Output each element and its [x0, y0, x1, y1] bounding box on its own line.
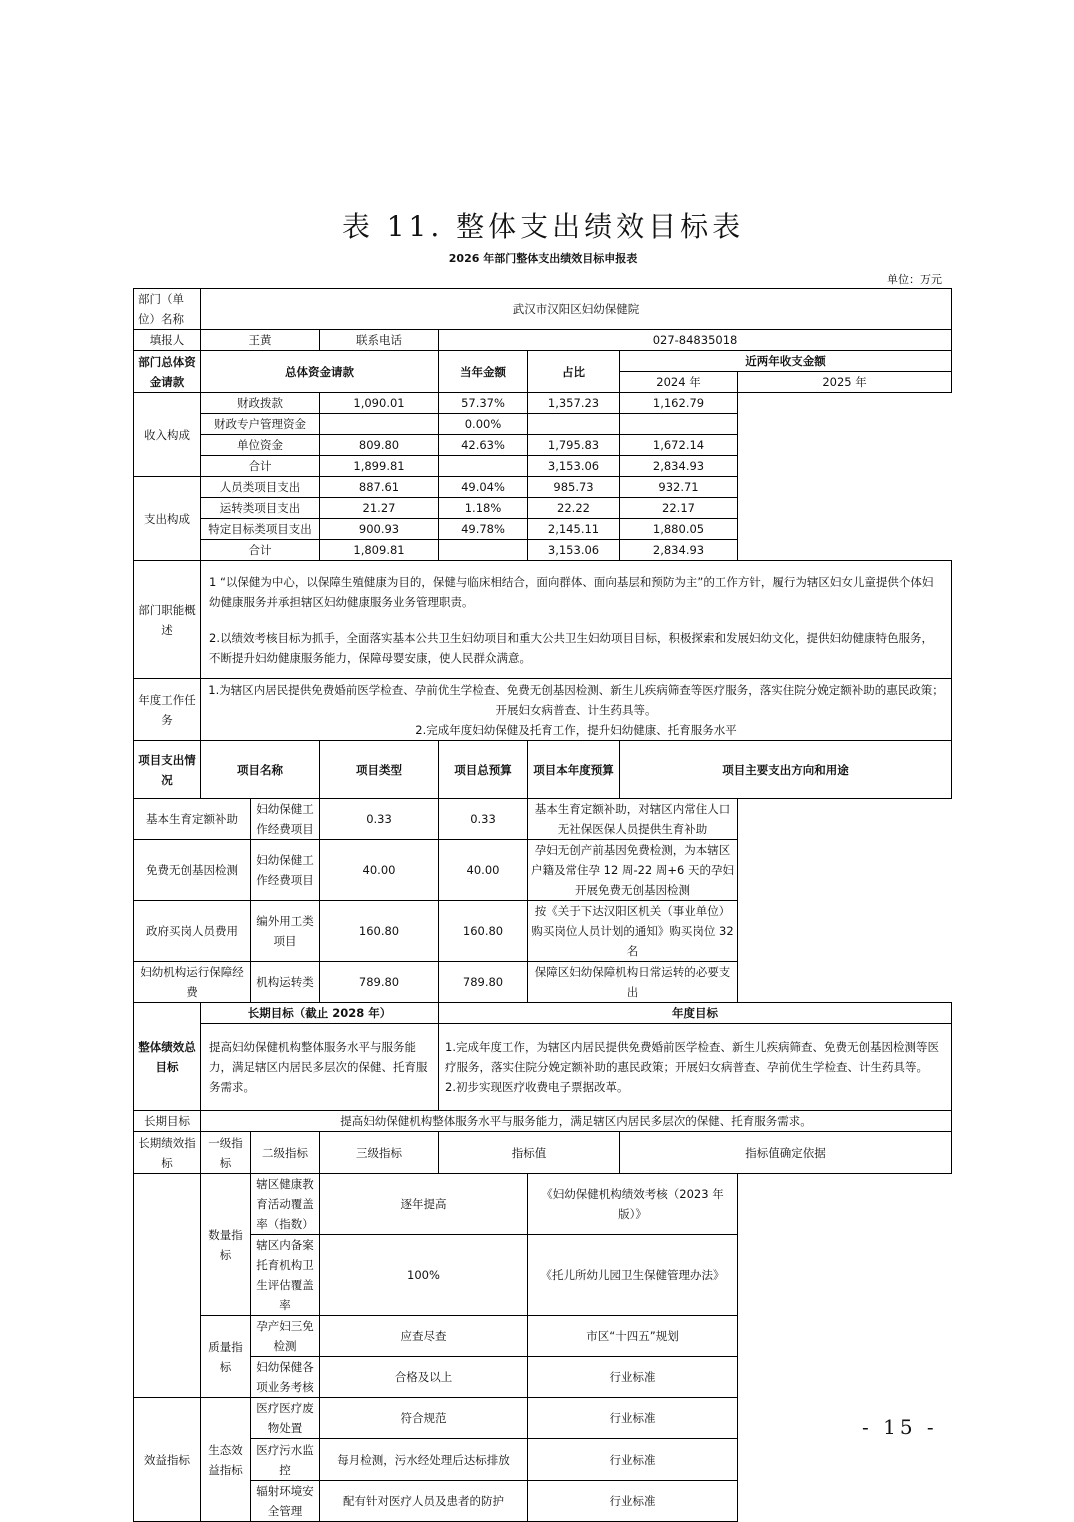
project-type: 机构运转类 [251, 962, 320, 1003]
project-annual-budget: 789.80 [439, 962, 528, 1003]
dept-label: 部门（单位）名称 [134, 289, 201, 330]
long-goal-value: 提高妇幼保健机构整体服务水平与服务能力，满足辖区内居民多层次的保健、托育服务需求。 [201, 1111, 952, 1132]
fund-value: 49.78% [439, 519, 528, 540]
overall-header-long: 长期目标（截止 2028 年） [201, 1003, 439, 1024]
table-row [134, 498, 952, 519]
fund-value: 21.27 [320, 498, 439, 519]
fund-item-label: 特定目标类项目支出 [201, 519, 320, 540]
fund-value [439, 540, 528, 561]
fund-value: 2,834.93 [620, 540, 738, 561]
duty-content [201, 561, 952, 679]
indicator-header: 指标值确定依据 [620, 1132, 952, 1174]
fund-value: 49.04% [439, 477, 528, 498]
table-row [134, 1398, 952, 1439]
income-group-label: 收入构成 [134, 393, 201, 477]
project-name: 基本生育定额补助 [134, 799, 251, 840]
overall-label: 整体绩效总目标 [134, 1003, 201, 1111]
funds-header-amount: 当年金额 [439, 351, 528, 393]
project-header: 项目名称 [201, 741, 320, 799]
project-name: 政府买岗人员费用 [134, 901, 251, 962]
fund-value [620, 414, 738, 435]
overall-long: 提高妇幼保健机构整体服务水平与服务能力，满足辖区内居民多层次的保健、托育服务需求。 [201, 1024, 439, 1111]
project-header: 项目类型 [320, 741, 439, 799]
level3-indicator: 辖区内备案托育机构卫生评估覆盖率 [251, 1235, 320, 1316]
indicator-basis: 《托儿所幼儿园卫生保健管理办法》 [528, 1235, 738, 1316]
fund-value: 22.22 [528, 498, 620, 519]
indicator-value: 每月检测，污水经处理后达标排放 [320, 1439, 528, 1481]
level3-indicator: 辖区健康教育活动覆盖率（指数） [251, 1174, 320, 1235]
fund-value [528, 414, 620, 435]
fund-value: 1,090.01 [320, 393, 439, 414]
funds-section-label: 部门总体资金请款 [134, 351, 201, 393]
phone-label: 联系电话 [320, 330, 439, 351]
table-row [134, 901, 952, 962]
fund-value: 1,672.14 [620, 435, 738, 456]
performance-table [133, 288, 952, 1522]
project-usage: 按《关于下达汉阳区机关（事业单位）购买岗位人员计划的通知》购买岗位 32 名 [528, 901, 738, 962]
annual-task-content [201, 679, 952, 741]
overall-header-annual: 年度目标 [439, 1003, 952, 1024]
fund-item-label: 财政拨款 [201, 393, 320, 414]
overall-annual-paragraph: 2.初步实现医疗收费电子票据改革。 [445, 1080, 629, 1094]
table-row [134, 435, 952, 456]
fund-item-label: 单位资金 [201, 435, 320, 456]
funds-header-2025: 2025 年 [738, 372, 952, 393]
level2-indicator: 质量指标 [201, 1316, 251, 1398]
filler-label: 填报人 [134, 330, 201, 351]
project-annual-budget: 40.00 [439, 840, 528, 901]
page-title: 表 11. 整体支出绩效目标表 [341, 210, 745, 243]
fund-value: 900.93 [320, 519, 439, 540]
fund-value: 1,880.05 [620, 519, 738, 540]
fund-item-label: 合计 [201, 540, 320, 561]
project-usage: 孕妇无创产前基因免费检测，为本辖区户籍及常住孕 12 周-22 周+6 天的孕妇开展免费无创基因检测 [528, 840, 738, 901]
indicator-value: 逐年提高 [320, 1174, 528, 1235]
level3-indicator: 医疗污水监控 [251, 1439, 320, 1481]
indicators-label: 长期绩效指标 [134, 1132, 201, 1174]
indicator-header: 指标值 [439, 1132, 620, 1174]
unit-label: 单位：万元 [887, 273, 942, 286]
fund-value: 2,834.93 [620, 456, 738, 477]
project-name: 免费无创基因检测 [134, 840, 251, 901]
fund-value: 887.61 [320, 477, 439, 498]
indicator-basis: 市区“十四五”规划 [528, 1316, 738, 1357]
table-row [134, 1357, 952, 1398]
table-row [134, 799, 952, 840]
indicator-value: 符合规范 [320, 1398, 528, 1439]
project-name: 妇幼机构运行保障经费 [134, 962, 251, 1003]
indicator-basis: 行业标准 [528, 1439, 738, 1481]
fund-value: 1,162.79 [620, 393, 738, 414]
table-row [134, 519, 952, 540]
table-row [134, 1316, 952, 1357]
project-annual-budget: 160.80 [439, 901, 528, 962]
funds-header-item: 总体资金请款 [201, 351, 439, 393]
indicator-basis: 行业标准 [528, 1357, 738, 1398]
table-subtitle: 2026 年部门整体支出绩效目标申报表 [448, 252, 638, 265]
level3-indicator: 辐射环境安全管理 [251, 1481, 320, 1522]
table-row [134, 1235, 952, 1316]
fund-value: 2,145.11 [528, 519, 620, 540]
indicator-basis: 《妇幼保健机构绩效考核（2023 年版）》 [528, 1174, 738, 1235]
fund-value: 1,809.81 [320, 540, 439, 561]
indicator-basis: 行业标准 [528, 1481, 738, 1522]
table-row [134, 393, 952, 414]
table-row [134, 1481, 952, 1522]
table-row [134, 456, 952, 477]
fund-value: 42.63% [439, 435, 528, 456]
table-row [134, 477, 952, 498]
indicator-basis: 行业标准 [528, 1398, 738, 1439]
phone-value: 027-84835018 [439, 330, 952, 351]
project-total-budget: 40.00 [320, 840, 439, 901]
project-header: 项目总预算 [439, 741, 528, 799]
duty-label: 部门职能概述 [134, 561, 201, 679]
fund-value: 3,153.06 [528, 456, 620, 477]
expense-group-label: 支出构成 [134, 477, 201, 561]
indicator-header: 二级指标 [251, 1132, 320, 1174]
project-total-budget: 789.80 [320, 962, 439, 1003]
project-total-budget: 0.33 [320, 799, 439, 840]
fund-value: 809.80 [320, 435, 439, 456]
level3-indicator: 医疗医疗废物处置 [251, 1398, 320, 1439]
project-annual-budget: 0.33 [439, 799, 528, 840]
filler-name: 王黄 [201, 330, 320, 351]
indicator-value: 100% [320, 1235, 528, 1316]
table-row [134, 962, 952, 1003]
indicator-value: 应查尽查 [320, 1316, 528, 1357]
table-row [134, 1174, 952, 1235]
fund-item-label: 运转类项目支出 [201, 498, 320, 519]
level3-indicator: 妇幼保健各项业务考核 [251, 1357, 320, 1398]
annual-task-paragraph: 2.完成年度妇幼保健及托育工作，提升妇幼健康、托育服务水平 [415, 722, 737, 737]
fund-item-label: 合计 [201, 456, 320, 477]
project-total-budget: 160.80 [320, 901, 439, 962]
fund-item-label: 财政专户管理资金 [201, 414, 320, 435]
table-row [134, 414, 952, 435]
annual-task-label: 年度工作任务 [134, 679, 201, 741]
table-row [134, 840, 952, 901]
overall-annual [439, 1024, 952, 1111]
level3-indicator: 孕产妇三免检测 [251, 1316, 320, 1357]
project-usage: 基本生育定额补助，对辖区内常住人口无社保医保人员提供生育补助 [528, 799, 738, 840]
fund-value: 57.37% [439, 393, 528, 414]
fund-value [439, 456, 528, 477]
indicator-value: 合格及以上 [320, 1357, 528, 1398]
table-row [134, 1439, 952, 1481]
fund-value: 932.71 [620, 477, 738, 498]
funds-header-ratio: 占比 [528, 351, 620, 393]
level1-indicator: 效益指标 [134, 1398, 201, 1522]
projects-label: 项目支出情况 [134, 741, 201, 799]
annual-task-paragraph: 1.为辖区内居民提供免费婚前医学检查、孕前优生学检查、免费无创基因检测、新生儿疾病筛查等医疗服务，落实住院分娩定额补助的惠民政策；开展妇女病普查、计生药具等。 [208, 682, 944, 717]
fund-value: 985.73 [528, 477, 620, 498]
dept-name: 武汉市汉阳区妇幼保健院 [201, 289, 952, 330]
fund-value: 3,153.06 [528, 540, 620, 561]
funds-header-recent: 近两年收支金额 [620, 351, 952, 372]
overall-annual-paragraph: 1.完成年度工作，为辖区内居民提供免费婚前医学检查、新生儿疾病筛查、免费无创基因检测等医疗服务，落实住院分娩定额补助的惠民政策；开展妇女病普查、孕前优生学检查、计生药具等。 [445, 1040, 939, 1074]
indicator-value: 配有针对医疗人员及患者的防护 [320, 1481, 528, 1522]
project-type: 编外用工类项目 [251, 901, 320, 962]
level2-indicator: 数量指标 [201, 1174, 251, 1316]
project-type: 妇幼保健工作经费项目 [251, 799, 320, 840]
fund-value: 1,357.23 [528, 393, 620, 414]
fund-value: 1,795.83 [528, 435, 620, 456]
table-row [134, 540, 952, 561]
project-header: 项目本年度预算 [528, 741, 620, 799]
project-header: 项目主要支出方向和用途 [620, 741, 952, 799]
project-type: 妇幼保健工作经费项目 [251, 840, 320, 901]
level1-indicator [134, 1174, 201, 1398]
level2-indicator: 生态效益指标 [201, 1398, 251, 1522]
funds-header-2024: 2024 年 [620, 372, 738, 393]
fund-value: 0.00% [439, 414, 528, 435]
fund-value [320, 414, 439, 435]
long-goal-label: 长期目标 [134, 1111, 201, 1132]
duty-paragraph: 1 “以保健为中心，以保障生殖健康为目的，保健与临床相结合，面向群体、面向基层和预防为主”的工作方针，履行为辖区妇女儿童提供个体妇幼健康服务并承担辖区妇幼健康服务业务管理职责。 [209, 574, 934, 609]
indicator-header: 三级指标 [320, 1132, 439, 1174]
fund-item-label: 人员类项目支出 [201, 477, 320, 498]
fund-value: 22.17 [620, 498, 738, 519]
fund-value: 1.18% [439, 498, 528, 519]
indicator-header: 一级指标 [201, 1132, 251, 1174]
fund-value: 1,899.81 [320, 456, 439, 477]
project-usage: 保障区妇幼保障机构日常运转的必要支出 [528, 962, 738, 1003]
duty-paragraph: 2.以绩效考核目标为抓手，全面落实基本公共卫生妇幼项目和重大公共卫生妇幼项目目标，积极探索和发展妇幼文化，提供妇幼健康特色服务，不断提升妇幼健康服务能力，保障母婴安康，使人民群众满意。 [209, 630, 933, 665]
page-number: - 15 - [862, 1415, 938, 1439]
